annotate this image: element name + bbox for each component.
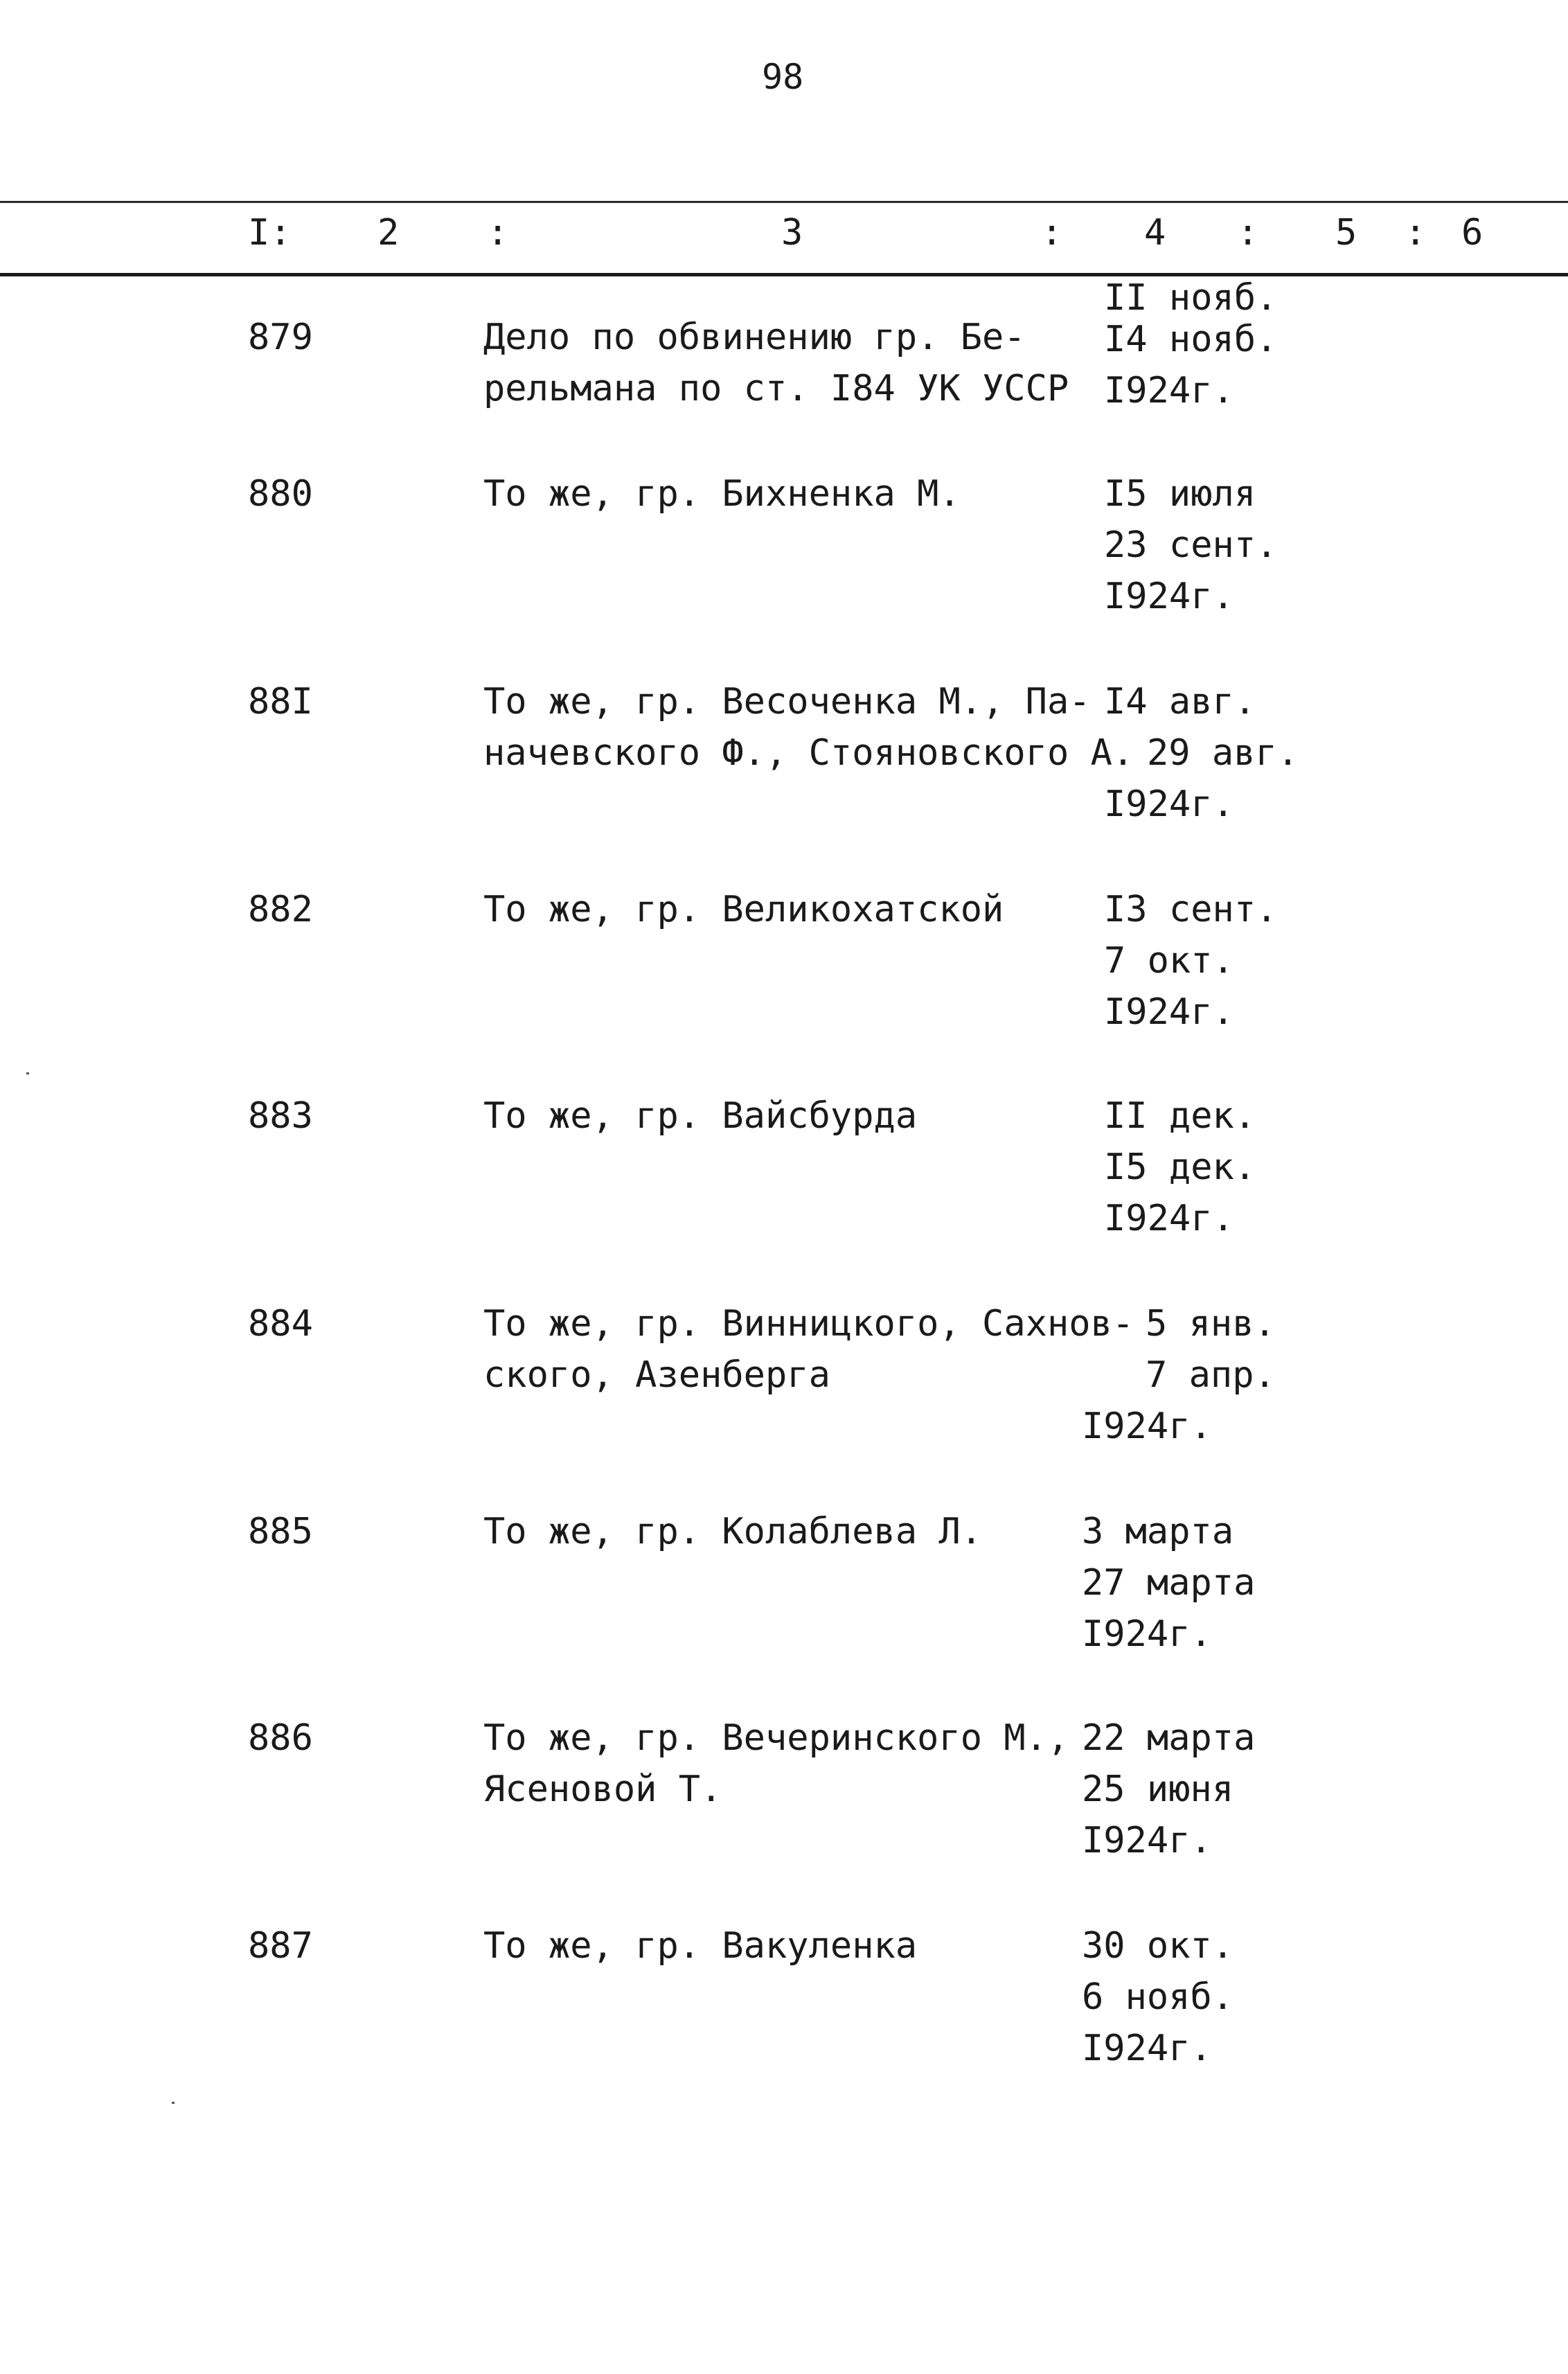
entry-date-year: I924г. — [1104, 1198, 1234, 1239]
entry-number: 880 — [248, 473, 313, 515]
column-header-1: I: — [248, 212, 292, 254]
entry-title-line: рельмана по ст. I84 УК УССР — [483, 368, 1069, 409]
scan-speck — [172, 2102, 175, 2104]
entry-title — [483, 1298, 1134, 1401]
entry-number: 887 — [248, 1925, 313, 1967]
entry-date-year: I924г. — [1082, 2028, 1212, 2069]
entry-title-line: ского, Азенберга — [483, 1354, 830, 1396]
entry-number: 879 — [248, 317, 313, 358]
entry-title-line: Дело по обвинению гр. Бе- — [483, 317, 1026, 358]
entry-date-year: I924г. — [1104, 783, 1234, 825]
entry-date-start: 30 окт. — [1082, 1925, 1234, 1967]
entry-dates — [1104, 676, 1299, 830]
entry-title — [483, 312, 1079, 414]
table-header-bottom-rule — [0, 273, 1568, 276]
entry-dates — [1082, 1298, 1276, 1452]
column-separator: : — [1405, 212, 1427, 254]
entry-date-end: 29 авг. — [1147, 732, 1299, 774]
entry-date-year: I924г. — [1082, 1406, 1212, 1447]
entry-dates — [1082, 1506, 1255, 1660]
entry-title — [483, 1090, 1079, 1142]
column-header-2: 2 — [377, 212, 400, 254]
entry-date-end: 25 июня — [1082, 1769, 1234, 1810]
entry-date-year: I924г. — [1082, 1820, 1212, 1861]
entry-date-start: 5 янв. — [1146, 1303, 1276, 1345]
entry-title — [483, 1506, 1079, 1557]
entry-date-start: II нояб. — [1104, 277, 1278, 319]
entry-title — [483, 676, 1134, 779]
entry-date-end: 27 марта — [1082, 1562, 1256, 1604]
column-header-4: 4 — [1144, 212, 1166, 254]
entry-number: 886 — [248, 1717, 313, 1759]
column-header-6: 6 — [1461, 212, 1484, 254]
entry-number: 882 — [248, 889, 313, 930]
entry-dates — [1082, 1712, 1255, 1866]
entry-date-end: I4 нояб. — [1104, 319, 1278, 360]
entry-date-start: 3 марта — [1082, 1511, 1234, 1552]
column-header-3: 3 — [781, 212, 803, 254]
entry-dates — [1104, 468, 1277, 622]
entry-date-start: I3 сент. — [1104, 889, 1278, 930]
entry-date-year: I924г. — [1082, 1613, 1212, 1655]
entry-date-end: I5 дек. — [1104, 1146, 1256, 1188]
entry-title-line: То же, гр. Колаблева Л. — [483, 1511, 983, 1552]
entry-title-line: То же, гр. Весоченка М., Па- — [483, 681, 1091, 723]
table-header-top-rule — [0, 201, 1568, 203]
column-separator: : — [1041, 212, 1063, 254]
column-separator: : — [487, 212, 509, 254]
entry-dates — [1104, 277, 1277, 411]
entry-date-year: I924г. — [1104, 576, 1234, 617]
entry-title — [483, 1712, 1079, 1815]
entry-date-start: I5 июля — [1104, 473, 1256, 515]
entry-dates — [1082, 1920, 1233, 2074]
scan-speck — [26, 1072, 29, 1074]
entry-title-line: То же, гр. Бихненка М. — [483, 473, 961, 515]
entry-title-line: То же, гр. Винницкого, Сахнов- — [483, 1303, 1134, 1345]
entry-title-line: То же, гр. Вайсбурда — [483, 1095, 918, 1137]
entry-date-end: 7 апр. — [1146, 1354, 1276, 1396]
entry-date-end: 23 сент. — [1104, 524, 1278, 566]
entry-title-line: начевского Ф., Стояновского А. — [483, 732, 1134, 774]
entry-date-end: 7 окт. — [1104, 940, 1234, 982]
entry-number: 884 — [248, 1303, 313, 1345]
entry-dates — [1104, 884, 1277, 1038]
column-header-5: 5 — [1335, 212, 1357, 254]
entry-date-end: 6 нояб. — [1082, 1976, 1234, 2018]
entry-title — [483, 1920, 1079, 1972]
entry-title-line: То же, гр. Вакуленка — [483, 1925, 918, 1967]
entry-title-line: То же, гр. Великохатской — [483, 889, 1004, 930]
entry-date-start: I4 авг. — [1104, 681, 1256, 723]
entry-title-line: Ясеновой Т. — [483, 1769, 722, 1810]
entry-date-year: I924г. — [1104, 991, 1234, 1033]
page-number: 98 — [762, 57, 804, 97]
entry-date-year: I924г. — [1104, 370, 1234, 411]
entry-date-start: 22 марта — [1082, 1717, 1256, 1759]
entry-number: 885 — [248, 1511, 313, 1552]
entry-title-line: То же, гр. Вечеринского М., — [483, 1717, 1069, 1759]
entry-number: 88I — [248, 681, 313, 723]
entry-title — [483, 884, 1079, 935]
entry-dates — [1104, 1090, 1256, 1244]
column-separator: : — [1237, 212, 1259, 254]
entry-title — [483, 468, 1079, 520]
entry-date-start: II дек. — [1104, 1095, 1256, 1137]
entry-number: 883 — [248, 1095, 313, 1137]
